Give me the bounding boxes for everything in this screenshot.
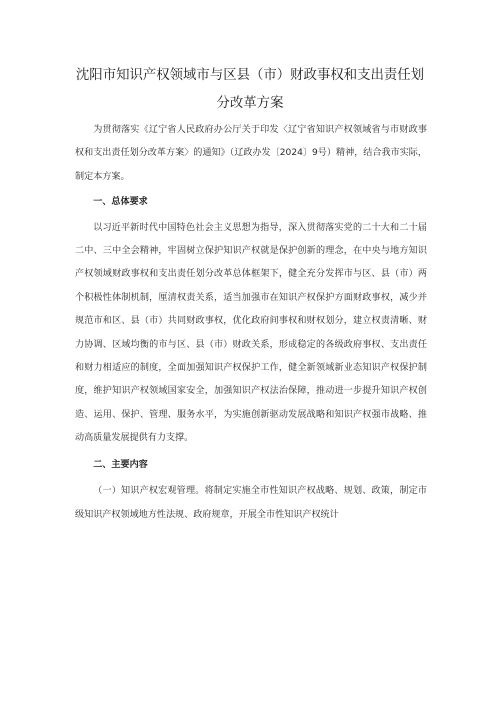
main-content-item-1: （一）知识产权宏观管理。将制定实施全市性知识产权战略、规划、政策，制定市级知识产权领域地方性法规、政府规章，开展全市性知识产权统计 (75, 486, 427, 520)
general-requirements-paragraph: 以习近平新时代中国特色社会主义思想为指导，深入贯彻落实党的二十大和二十届二中、三中全会精神，牢固树立保护知识产权就是保护创新的理念，在中央与地方知识产权领域财政事权和支出责任划分改革总体框架下，健全充分发挥市与区、县（市）两个积极性体制机制，厘清权责关系，适当加强市在知识产权保护方面财政事权，减少并规范市和区、县（市）共同财政事权，优化政府间事权和财权划分，建立权责清晰、财力协调、区域均衡的市与区、县（市）财政关系，形成稳定的各级政府事权、支出责任和财力相适应的制度，全面加强知识产权保护工作，健全新领域新业态知识产权保护制度，维护知识产权领域国家安全，加强知识产权法治保障，推动进一步提升知识产权创造、运用、保护、管理、服务水平，为实施创新驱动发展战略和知识产权强市战略、推动高质量发展提供有力支撑。 (75, 222, 427, 444)
section-heading-main-content: 二、主要内容 (93, 459, 148, 470)
document-title: 沈阳市知识产权领域市与区县（市）财政事权和支出责任划分改革方案 (75, 68, 425, 111)
section-heading-general-requirements: 一、总体要求 (93, 197, 148, 208)
intro-paragraph: 为贯彻落实《辽宁省人民政府办公厅关于印发〈辽宁省知识产权领域省与市财政事权和支出责任划分改革方案〉的通知》（辽政办发〔2024〕9号）精神，结合我市实际，制定本方案。 (75, 125, 427, 182)
document-body (75, 119, 427, 527)
